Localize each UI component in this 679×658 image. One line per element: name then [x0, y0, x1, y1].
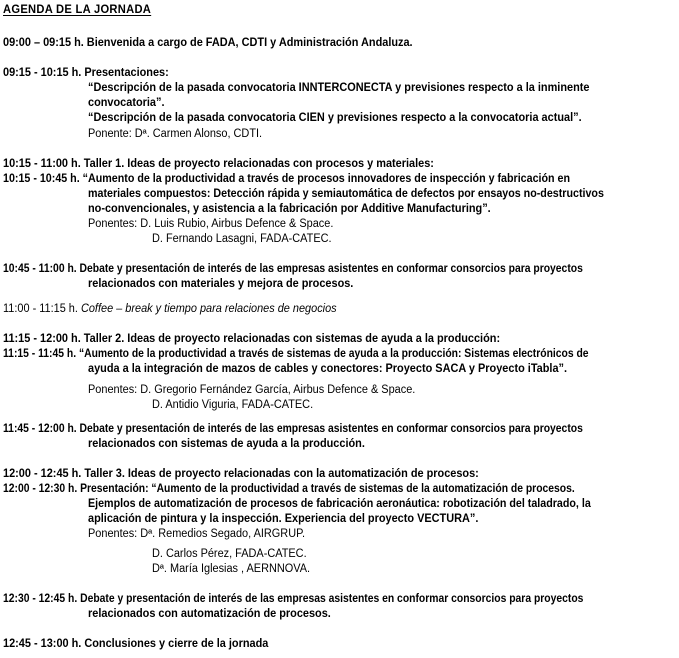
agenda-line: no-convencionales, y asistencia a la fabricación por Additive Manufacturing”. [88, 203, 491, 215]
agenda-line: Dª. María Iglesias , AERNNOVA. [152, 563, 311, 575]
agenda-line: relacionados con materiales y mejora de procesos. [88, 278, 354, 290]
agenda-line: Ponentes: D. Gregorio Fernández García, Airbus Defence & Space. [88, 384, 416, 396]
agenda-line: D. Carlos Pérez, FADA-CATEC. [152, 548, 307, 560]
agenda-line: 12:00 - 12:30 h. Presentación: “Aumento de la productividad a través de sistemas de la automatización de procesos. [3, 483, 575, 495]
agenda-line: 12:45 - 13:00 h. Conclusiones y cierre de la jornada [3, 638, 269, 650]
agenda-line: convocatoria”. [88, 97, 165, 109]
agenda-line: 10:15 - 10:45 h. “Aumento de la productividad a través de procesos innovadores de inspección y fabricación en [3, 173, 571, 185]
agenda-line: 09:00 – 09:15 h. Bienvenida a cargo de FADA, CDTI y Administración Andaluza. [3, 37, 413, 49]
agenda-line [3, 302, 337, 317]
agenda-line: 12:30 - 12:45 h. Debate y presentación de interés de las empresas asistentes en conformar consorcios para proyectos [3, 593, 584, 605]
agenda-line-emphasis: Coffee – break y tiempo para relaciones de negocios [80, 303, 337, 315]
agenda-line: 10:45 - 11:00 h. Debate y presentación de interés de las empresas asistentes en conformar consorcios para proyectos [3, 263, 583, 275]
agenda-line-time: 11:00 - 11:15 h. [3, 303, 81, 315]
agenda-line: relacionados con sistemas de ayuda a la producción. [88, 438, 365, 450]
agenda-line: relacionados con automatización de procesos. [88, 608, 331, 620]
agenda-line: Ponentes: D. Luis Rubio, Airbus Defence & Space. [88, 218, 334, 230]
agenda-line: 11:15 - 12:00 h. Taller 2. Ideas de proyecto relacionadas con sistemas de ayuda a la producción: [3, 333, 501, 345]
agenda-line: Ponente: Dª. Carmen Alonso, CDTI. [88, 128, 263, 140]
agenda-line: 12:00 - 12:45 h. Taller 3. Ideas de proyecto relacionadas con la automatización de procesos: [3, 468, 479, 480]
agenda-line: “Descripción de la pasada convocatoria CIEN y previsiones respecto a la convocatoria actual”. [88, 112, 582, 124]
page-title: AGENDA DE LA JORNADA [3, 4, 152, 16]
agenda-line: 09:15 - 10:15 h. Presentaciones: [3, 67, 169, 79]
agenda-line: 11:45 - 12:00 h. Debate y presentación de interés de las empresas asistentes en conformar consorcios para proyectos [3, 423, 583, 435]
agenda-line: materiales compuestos: Detección rápida y semiautomática de defectos por ensayos no-destructivos [88, 188, 604, 200]
agenda-line: Ponentes: Dª. Remedios Segado, AIRGRUP. [88, 528, 306, 540]
agenda-line: 10:15 - 11:00 h. Taller 1. Ideas de proyecto relacionadas con procesos y materiales: [3, 158, 434, 170]
agenda-line: “Descripción de la pasada convocatoria INNTERCONECTA y previsiones respecto a la inminente [88, 82, 590, 94]
agenda-line: Ejemplos de automatización de procesos de fabricación aeronáutica: robotización del taladrado, la [88, 498, 591, 510]
agenda-line: D. Fernando Lasagni, FADA-CATEC. [152, 233, 332, 245]
agenda-line: ayuda a la integración de mazos de cables y conectores: Proyecto SACA y Proyecto iTabla”. [88, 363, 568, 375]
agenda-line: 11:15 - 11:45 h. “Aumento de la productividad a través de sistemas de ayuda a la producción: Sistemas electrónicos de [3, 348, 589, 360]
agenda-line: aplicación de pintura y la inspección. Experiencia del proyecto VECTURA”. [88, 513, 479, 525]
agenda-line: D. Antidio Viguria, FADA-CATEC. [152, 399, 314, 411]
